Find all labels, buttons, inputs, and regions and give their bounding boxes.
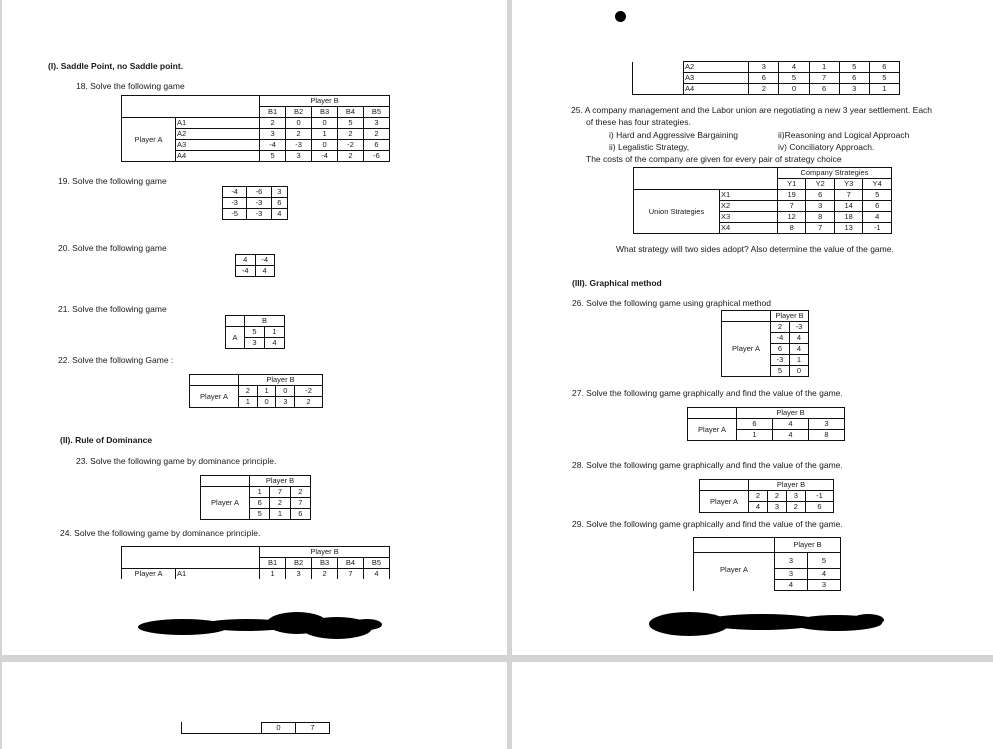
row-header: A3	[176, 140, 260, 151]
row-header: A1	[176, 118, 260, 129]
cell: 2	[767, 491, 786, 502]
col-player-label: Player B	[749, 480, 834, 491]
question-25-line2: of these has four strategies.	[586, 117, 691, 127]
cell: 2	[364, 129, 390, 140]
cell: 2	[338, 129, 364, 140]
col-header: B5	[364, 558, 390, 569]
cell: 3	[271, 187, 287, 198]
cell: 3	[806, 201, 835, 212]
cell: 5	[863, 190, 892, 201]
question-24-text: 24. Solve the following game by dominance principle.	[60, 528, 261, 538]
cell: 2	[239, 386, 258, 397]
cell: 5	[779, 73, 809, 84]
col-player-label: Player B	[737, 408, 845, 419]
row-player-label: Player A	[122, 569, 176, 580]
table-row	[223, 209, 288, 220]
section-heading-dominance: (II). Rule of Dominance	[60, 435, 153, 445]
col-header: B3	[312, 558, 338, 569]
cell: 7	[296, 723, 330, 734]
table-fragment	[181, 722, 262, 734]
cell: 6	[737, 419, 773, 430]
table-row	[694, 553, 841, 569]
document-page-4	[512, 662, 993, 749]
row-player-label: Player A	[700, 491, 749, 513]
col-player-label: Player B	[260, 547, 390, 558]
cell: 5	[807, 553, 840, 569]
table-row	[236, 266, 275, 277]
cell: -6	[247, 187, 271, 198]
cell: -3	[247, 198, 271, 209]
cell: 6	[809, 84, 839, 95]
cell: 6	[805, 502, 833, 513]
question-28-text: 28. Solve the following game graphically and find the value of the game.	[572, 460, 843, 470]
cell: 18	[834, 212, 863, 223]
col-player-label: Player B	[771, 311, 809, 322]
col-header: Y4	[863, 179, 892, 190]
partial-payoff-table	[261, 722, 330, 734]
question-21-text: 21. Solve the following game	[58, 304, 167, 314]
cell: 6	[869, 62, 899, 73]
strategy-option-4: iv) Conciliatory Approach.	[778, 142, 875, 152]
row-header: X1	[720, 190, 778, 201]
cell: -3	[771, 355, 790, 366]
q22-payoff-table	[189, 374, 323, 408]
cell: 1	[869, 84, 899, 95]
cell: -3	[223, 198, 247, 209]
question-26-text: 26. Solve the following game using graphical method	[572, 298, 771, 308]
cell: 0	[257, 397, 276, 408]
cell: 6	[806, 190, 835, 201]
col-header: B2	[286, 107, 312, 118]
cell: 4	[271, 209, 287, 220]
row-header: A4	[684, 84, 749, 95]
q20-payoff-table	[235, 254, 275, 277]
cell: 6	[863, 201, 892, 212]
row-header: X2	[720, 201, 778, 212]
row-player-label: Player A	[722, 322, 771, 377]
question-27-text: 27. Solve the following game graphically and find the value of the game.	[572, 388, 843, 398]
cell: 1	[737, 430, 773, 441]
q24-payoff-table	[121, 546, 390, 579]
row-player-label: Player A	[190, 386, 239, 408]
cell: -6	[364, 151, 390, 162]
table-row	[236, 255, 275, 266]
cell: -2	[338, 140, 364, 151]
row-player-label: Player A	[122, 118, 176, 162]
cell: 8	[777, 223, 806, 234]
cell: 4	[779, 62, 809, 73]
cell: 6	[271, 198, 287, 209]
cell: 1	[270, 509, 290, 520]
cell: 0	[262, 723, 296, 734]
q25-payoff-table	[633, 167, 892, 234]
cell: 3	[775, 553, 808, 569]
cell: 6	[771, 344, 790, 355]
table-row	[223, 198, 288, 209]
cell: 7	[777, 201, 806, 212]
cell: 2	[771, 322, 790, 333]
col-header: Y1	[777, 179, 806, 190]
q24-payoff-table-continued	[632, 61, 900, 95]
table-row	[633, 62, 900, 73]
table-row	[122, 569, 390, 580]
col-header: B1	[260, 558, 286, 569]
q23-payoff-table	[200, 475, 311, 520]
cell: 0	[312, 118, 338, 129]
question-29-text: 29. Solve the following game graphically and find the value of the game.	[572, 519, 843, 529]
cell: 13	[834, 223, 863, 234]
q29-payoff-table	[693, 537, 841, 591]
cell: 2	[290, 487, 310, 498]
cell: -4	[312, 151, 338, 162]
cell: 1	[265, 327, 285, 338]
question-25-line3: The costs of the company are given for every pair of strategy choice	[586, 154, 842, 164]
row-header: X4	[720, 223, 778, 234]
cell: -3	[286, 140, 312, 151]
cell: 1	[257, 386, 276, 397]
question-20-text: 20. Solve the following game	[58, 243, 167, 253]
cell: 3	[749, 62, 779, 73]
cell: 2	[749, 491, 768, 502]
table-row	[634, 190, 892, 201]
q27-payoff-table	[687, 407, 845, 441]
table-row	[700, 491, 834, 502]
cell: 4	[789, 333, 808, 344]
cell: 6	[250, 498, 270, 509]
strategy-option-3: ii) Legalistic Strategy,	[609, 142, 690, 152]
cell: -4	[771, 333, 790, 344]
question-18-text: 18. Solve the following game	[76, 81, 185, 91]
strategy-option-1: i) Hard and Aggressive Bargaining	[609, 130, 738, 140]
cell: 14	[834, 201, 863, 212]
cell: 0	[789, 366, 808, 377]
col-player-label: B	[245, 316, 285, 327]
cell: -4	[255, 255, 275, 266]
cell: 4	[772, 430, 808, 441]
question-19-text: 19. Solve the following game	[58, 176, 167, 186]
cell: 6	[364, 140, 390, 151]
cell: 7	[834, 190, 863, 201]
cell: 2	[338, 151, 364, 162]
cell: 0	[276, 386, 295, 397]
col-player-label: Company Strategies	[777, 168, 891, 179]
question-25-line1: 25. A company management and the Labor union are negotiating a new 3 year settlement. Each	[571, 105, 933, 115]
cell: 7	[809, 73, 839, 84]
q28-payoff-table	[699, 479, 834, 513]
cell: 1	[312, 129, 338, 140]
table-row	[223, 187, 288, 198]
cell: 7	[338, 569, 364, 580]
cell: 7	[806, 223, 835, 234]
cell: -3	[247, 209, 271, 220]
cell: 2	[270, 498, 290, 509]
cell: 4	[236, 255, 256, 266]
table-row	[122, 118, 390, 129]
table-row	[190, 386, 323, 397]
cell: 1	[260, 569, 286, 580]
section-heading-graphical: (III). Graphical method	[572, 278, 662, 288]
cell: 4	[789, 344, 808, 355]
cell: 1	[809, 62, 839, 73]
cell: 1	[239, 397, 258, 408]
cell: 4	[775, 580, 808, 591]
cell: 19	[777, 190, 806, 201]
col-player-label: Player B	[775, 538, 841, 553]
cell: 2	[295, 397, 323, 408]
cell: 5	[869, 73, 899, 84]
cell: 5	[338, 118, 364, 129]
cell: -4	[236, 266, 256, 277]
cell: 3	[276, 397, 295, 408]
cell: 8	[806, 212, 835, 223]
cell: 12	[777, 212, 806, 223]
cell: 3	[260, 129, 286, 140]
document-page-3	[2, 662, 507, 749]
row-player-label: A	[226, 327, 245, 349]
row-header: A3	[684, 73, 749, 84]
document-page-1	[2, 0, 507, 655]
cell: 2	[286, 129, 312, 140]
row-header: A2	[684, 62, 749, 73]
cell: 4	[364, 569, 390, 580]
cell: 3	[775, 569, 808, 580]
cell: 3	[286, 569, 312, 580]
cell: -1	[863, 223, 892, 234]
cell: 0	[312, 140, 338, 151]
cell: 3	[807, 580, 840, 591]
col-header: B2	[286, 558, 312, 569]
strategy-option-2: ii)Reasoning and Logical Approach	[778, 130, 910, 140]
cell: 3	[786, 491, 805, 502]
cell: -4	[223, 187, 247, 198]
cell: -1	[805, 491, 833, 502]
cell: -2	[295, 386, 323, 397]
col-player-label: Player B	[260, 96, 390, 107]
table-row	[201, 487, 311, 498]
cell: 3	[364, 118, 390, 129]
cell: 3	[245, 338, 265, 349]
col-header: Y2	[806, 179, 835, 190]
q19-payoff-table	[222, 186, 288, 220]
cell: 6	[290, 509, 310, 520]
col-header: B3	[312, 107, 338, 118]
question-22-text: 22. Solve the following Game :	[58, 355, 174, 365]
cell: 2	[260, 118, 286, 129]
cell: 1	[789, 355, 808, 366]
col-header: B4	[338, 107, 364, 118]
cell: 4	[265, 338, 285, 349]
bullet-icon	[615, 11, 626, 22]
q18-payoff-table	[121, 95, 390, 162]
row-header: X3	[720, 212, 778, 223]
cell: 5	[260, 151, 286, 162]
cell: 4	[807, 569, 840, 580]
cell: -4	[260, 140, 286, 151]
cell: 6	[839, 73, 869, 84]
cell: 2	[749, 84, 779, 95]
cell: 7	[290, 498, 310, 509]
row-player-label: Union Strategies	[634, 190, 720, 234]
cell: -5	[223, 209, 247, 220]
cell: 5	[245, 327, 265, 338]
col-player-label: Player B	[239, 375, 323, 386]
cell: 3	[839, 84, 869, 95]
question-23-text: 23. Solve the following game by dominance principle.	[76, 456, 277, 466]
cell: 2	[786, 502, 805, 513]
document-page-2	[512, 0, 993, 655]
col-header: B1	[260, 107, 286, 118]
row-player-label: Player A	[694, 553, 775, 591]
cell: 0	[286, 118, 312, 129]
col-header: B5	[364, 107, 390, 118]
cell: 3	[808, 419, 844, 430]
row-player-label	[633, 62, 684, 95]
cell: 3	[286, 151, 312, 162]
cell: 4	[749, 502, 768, 513]
cell: 3	[767, 502, 786, 513]
col-player-label: Player B	[250, 476, 311, 487]
cell: 6	[749, 73, 779, 84]
cell: 5	[839, 62, 869, 73]
row-header: A2	[176, 129, 260, 140]
cell: -3	[789, 322, 808, 333]
cell: 5	[771, 366, 790, 377]
cell: 4	[772, 419, 808, 430]
cell: 5	[250, 509, 270, 520]
row-player-label: Player A	[201, 487, 250, 520]
row-header: A4	[176, 151, 260, 162]
row-player-label: Player A	[688, 419, 737, 441]
cell: 8	[808, 430, 844, 441]
q26-payoff-table	[721, 310, 809, 377]
table-row	[688, 419, 845, 430]
question-25-prompt: What strategy will two sides adopt? Also determine the value of the game.	[616, 244, 894, 254]
cell: 1	[250, 487, 270, 498]
q21-payoff-table	[225, 315, 285, 349]
cell: 2	[312, 569, 338, 580]
table-row	[226, 327, 285, 338]
cell: 4	[863, 212, 892, 223]
col-header: Y3	[834, 179, 863, 190]
cell: 7	[270, 487, 290, 498]
cell: 0	[779, 84, 809, 95]
cell: 4	[255, 266, 275, 277]
col-header: B4	[338, 558, 364, 569]
table-row	[262, 723, 330, 734]
section-heading-saddle-point: (I). Saddle Point, no Saddle point.	[48, 61, 184, 71]
table-row	[722, 322, 809, 333]
row-header: A1	[176, 569, 260, 580]
